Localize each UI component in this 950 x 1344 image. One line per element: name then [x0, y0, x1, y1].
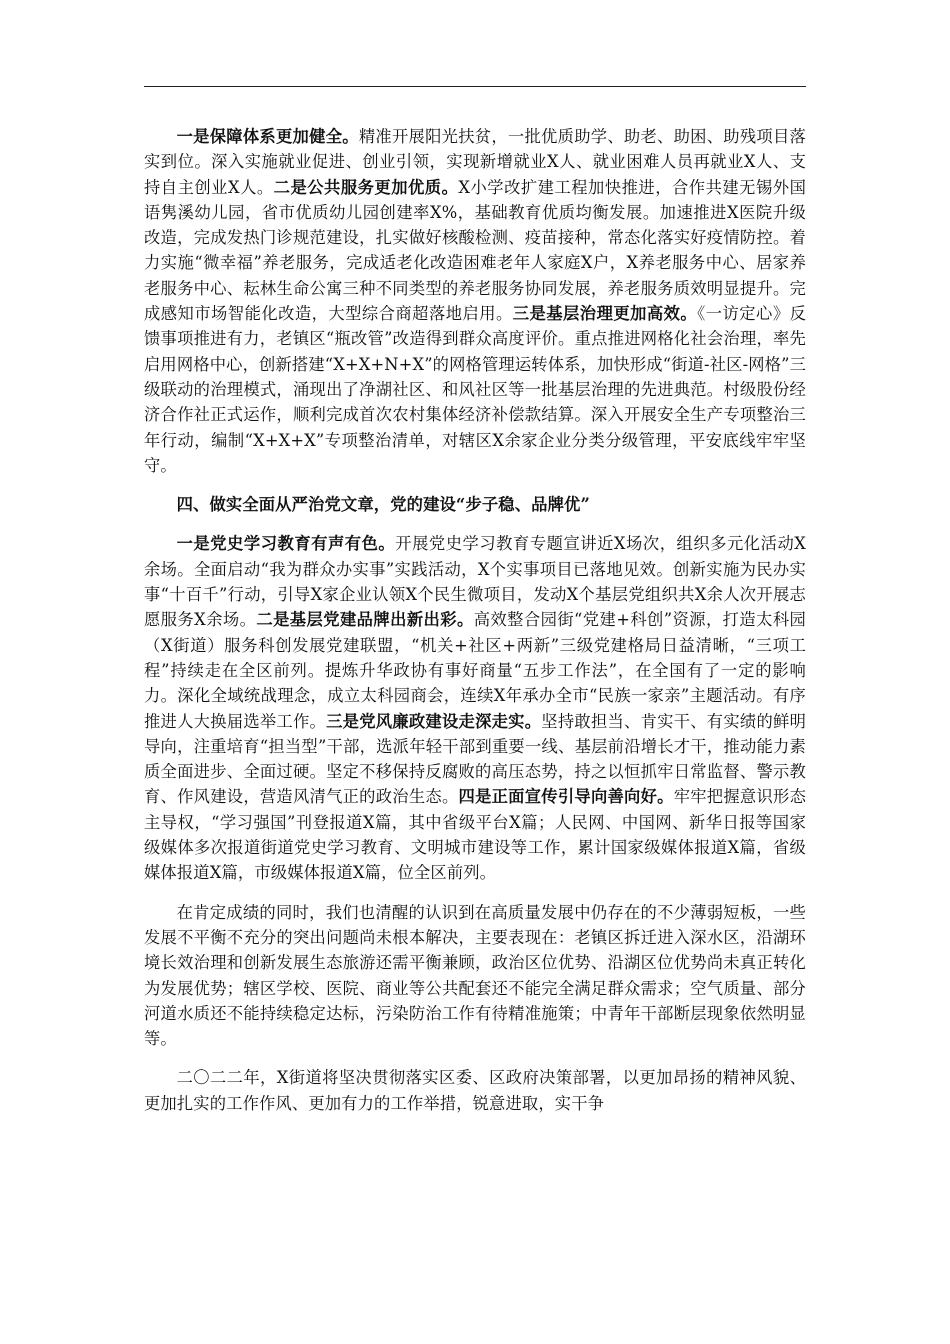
bold-lead: 一是党史学习教育有声有色。 [176, 534, 396, 554]
document-body [144, 124, 806, 1116]
bold-lead: 二是基层党建品牌出新出彩。 [256, 610, 474, 630]
paragraph-shortcomings [144, 900, 806, 1052]
body-text: 《一访定心》反馈事项推进有力，老镇区“瓶改管”改造得到群众高度评价。重点推进网格化社会治理，率先启用网格中心，创新搭建“X+X+N+X”的网格管理运转体系，加快形成“街道-社区-网格”三级联动的治理模式，涌现出了净湖社区、和风社区等一批基层治理的先进典范。村级股份经济合作社正式运作，顺利完成首次农村集体经济补偿款结算。深入开展安全生产专项整治三年行动，编制“X+X+X”专项整治清单，对辖区X余家企业分类分级管理，平安底线牢牢坚守。 [144, 304, 807, 475]
body-text: 牢牢把握意识形态主导权，“学习强国”刊登报道X篇，其中省级平台X篇；人民网、中国网、新华日报等国家级媒体多次报道街道党史学习教育、文明城市建设等工作，累计国家级媒体报道X篇，省级媒体报道X篇，市级媒体报道X篇，位全区前列。 [144, 787, 807, 883]
section-heading: 四、做实全面从严治党文章，党的建设“步子稳、品牌优” [176, 495, 590, 515]
body-text: 坚持敢担当、肯实干、有实绩的鲜明导向，注重培育“担当型”干部，选派年轻干部到重要一线、基层前沿增长才干，推动能力素质全面进步、全面过硬。坚定不移保持反腐败的高压态势，持之以恒抓牢日常监督、警示教育、作风建设，营造风清气正的政治生态。 [144, 711, 807, 807]
paragraph-outlook-2022 [144, 1065, 806, 1116]
paragraph-party-building [144, 531, 806, 885]
body-text: 精准开展阳光扶贫，一批优质助学、助老、助困、助残项目落实到位。深入实施就业促进、创业引领，实现新增就业X人、就业困难人员再就业X人、支持自主创业X人。 [144, 127, 806, 197]
paragraph-achievements-people [144, 124, 806, 478]
bold-lead: 四是正面宣传引导向善向好。 [458, 787, 674, 807]
bold-lead: 一是保障体系更加健全。 [176, 127, 359, 146]
bold-lead: 三是基层治理更加高效。 [512, 304, 698, 324]
body-text: 二〇二二年，X街道将坚决贯彻落实区委、区政府决策部署，以更加昂扬的精神风貌、更加扎实的工作作风、更加有力的工作举措，锐意进取，实干争 [144, 1068, 806, 1113]
header-divider [144, 86, 806, 87]
body-text: X小学改扩建工程加快推进，合作共建无锡外国语隽溪幼儿园，省市优质幼儿园创建率X%，基础教育优质均衡发展。加速推进X医院升级改造，完成发热门诊规范建设，扎实做好核酸检测、疫苗接种，常态化落实好疫情防控。着力实施“微幸福”养老服务，完成适老化改造困难老年人家庭X户，X养老服务中心、居家养老服务中心、耘林生命公寓三种不同类型的养老服务协同发展，养老服务质效明显提升。完成感知市场智能化改造，大型综合商超落地启用。 [144, 177, 806, 324]
bold-lead: 二是公共服务更加优质。 [273, 177, 459, 197]
body-text: 开展党史学习教育专题宣讲近X场次，组织多元化活动X余场。全面启动“我为群众办实事”实践活动，X个实事项目已落地见效。创新实施为民办实事“十百千”行动，引导X家企业认领X个民生微项目，发动X个基层党组织共X余人次开展志愿服务X余场。 [144, 534, 807, 630]
bold-lead: 三是党风廉政建设走深走实。 [326, 711, 542, 731]
body-text: 在肯定成绩的同时，我们也清醒的认识到在高质量发展中仍存在的不少薄弱短板，一些发展不平衡不充分的突出问题尚未根本解决，主要表现在：老镇区拆迁进入深水区，沿湖环境长效治理和创新发展生态旅游还需平衡兼顾，政治区位优势、沿湖区位优势尚未真正转化为发展优势；辖区学校、医院、商业等公共配套还不能完全满足群众需求；空气质量、部分河道水质还不能持续稳定达标，污染防治工作有待精准施策；中青年干部断层现象依然明显等。 [144, 902, 806, 1049]
body-text: 高效整合园街“党建+科创”资源，打造太科园（X街道）服务科创发展党建联盟，“机关+社区+两新”三级党建格局日益清晰，“三项工程”持续走在全区前列。提炼升华政协有事好商量“五步工作法”，在全国有了一定的影响力。深化全域统战理念，成立太科园商会，连续X年承办全市“民族一家亲”主题活动。有序推进人大换届选举工作。 [144, 610, 806, 731]
